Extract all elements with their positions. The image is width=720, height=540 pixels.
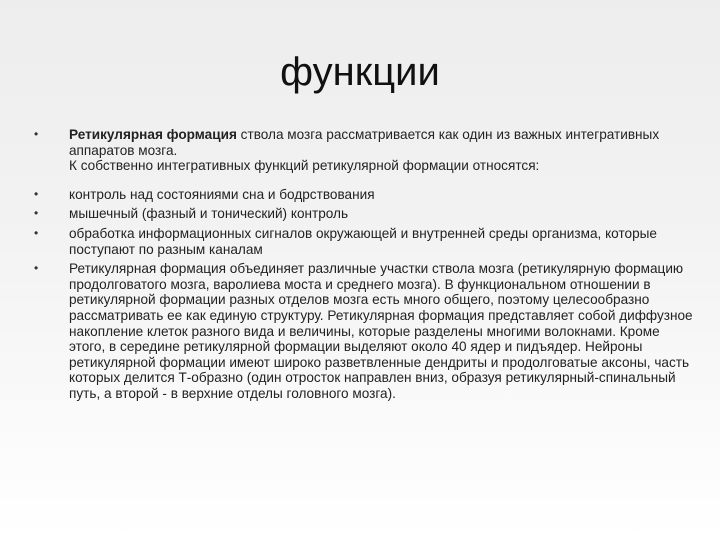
bullet-icon: •: [34, 127, 39, 141]
list-item-text: Ретикулярная формация объединяет различные участки ствола мозга (ретикулярную формацию продолговатого мозга, варолиева моста и среднего мозга). В функциональном отношении в ретикулярной формации разных отделов мозга есть много общего, поэтому целесообразно рассматривать ее как единую структуру. Ретикулярная формация представляет собой диффузное накопление клеток разного вида и величины, которые разделены многими волокнами. Кроме этого, в середине ретикулярной формации выделяют около 40 ядер и пидъядер. Нейроны ретикулярной формации имеют широко разветвленные дендриты и продолговатые аксоны, часть которых делится Т-образно (один отросток направлен вниз, образуя ретикулярный-спинальный путь, а второй - в верхние отделы головного мозга).: [69, 261, 693, 401]
list-item-text: обработка информационных сигналов окружающей и внутренней среды организма, которые поступают по разным каналам: [69, 225, 657, 257]
intro-paragraph: [69, 127, 694, 158]
bullet-icon: •: [34, 206, 39, 221]
list-item: [34, 187, 694, 203]
list-item-text: мышечный (фазный и тонический) контроль: [69, 206, 349, 222]
intro-bold-lead: Ретикулярная формация: [69, 127, 237, 142]
bullet-icon: •: [34, 261, 39, 276]
intro-text: ствола мозга рассматривается как один из важных интегративных аппаратов мозга.: [69, 127, 660, 158]
list-item: [34, 206, 694, 222]
list-item-intro: [34, 127, 694, 174]
list-item: [34, 226, 694, 257]
bullet-icon: •: [34, 186, 39, 201]
list-item: [34, 261, 694, 401]
bullet-list: [34, 127, 694, 402]
bullet-icon: •: [34, 225, 39, 240]
slide-title: функции: [280, 50, 440, 94]
list-item-text: контроль над состояниями сна и бодрствования: [69, 186, 375, 202]
intro-line2: К собственно интегративных функций ретикулярной формации относятся:: [69, 158, 540, 174]
